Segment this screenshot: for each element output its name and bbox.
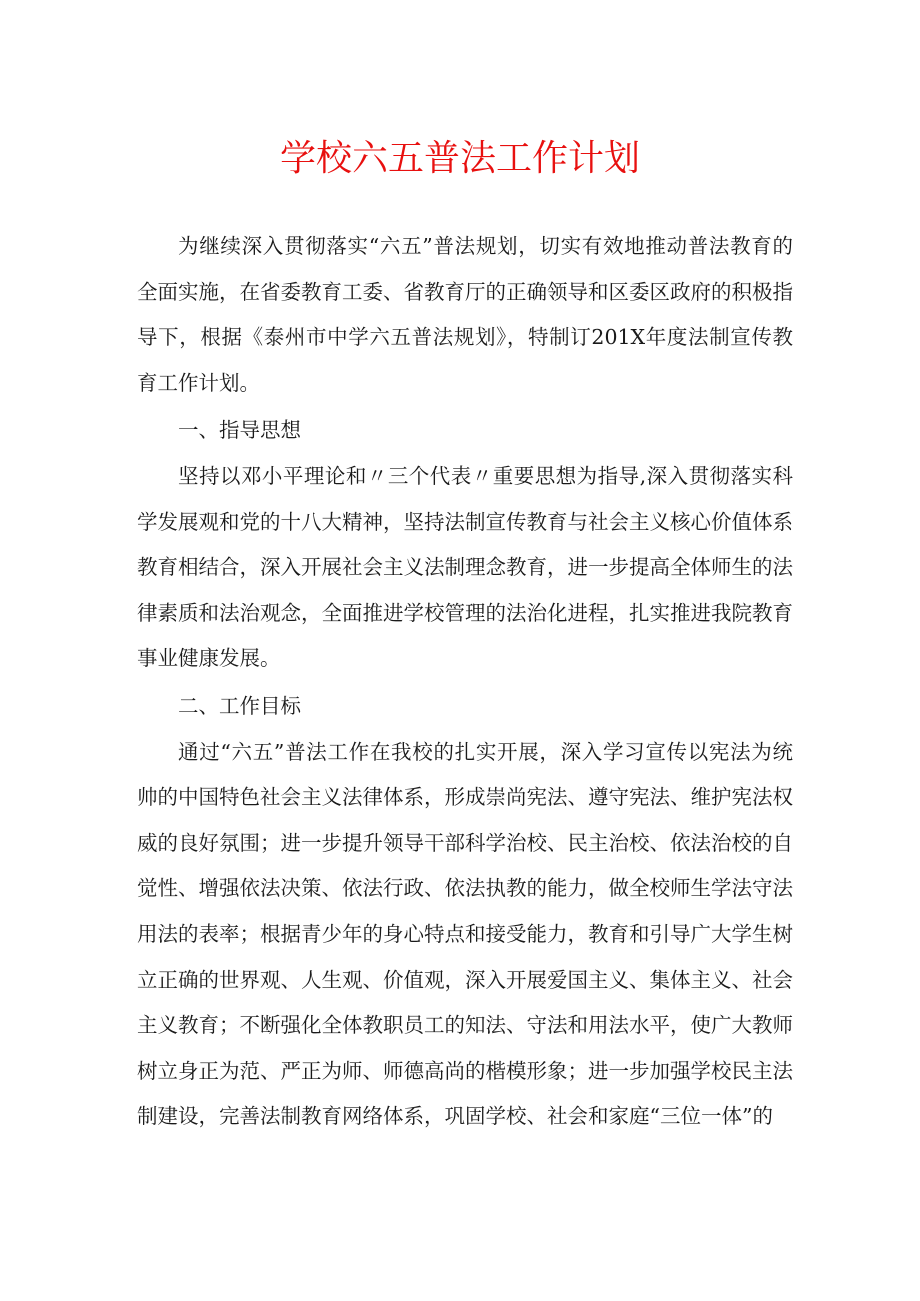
guiding-ideology-paragraph: 坚持以邓小平理论和〃三个代表〃重要思想为指导,深入贯彻落实科学发展观和党的十八大精神，坚持法制宣传教育与社会主义核心价值体系教育相结合，深入开展社会主义法制理念教育，进一步提高全体师生的法律素质和法治观念，全面推进学校管理的法治化进程，扎实推进我院教育事业健康发展。: [137, 463, 793, 671]
section-heading-work-goals: 二、工作目标: [178, 693, 301, 718]
work-goals-paragraph: 通过“六五”普法工作在我校的扎实开展，深入学习宣传以宪法为统帅的中国特色社会主义法律体系，形成崇尚宪法、遵守宪法、维护宪法权威的良好氛围；进一步提升领导干部科学治校、民主治校、依法治校的自觉性、增强依法决策、依法行政、依法执教的能力，做全校师生学法守法用法的表率；根据青少年的身心特点和接受能力，教育和引导广大学生树立正确的世界观、人生观、价值观，深入开展爱国主义、集体主义、社会主义教育；不断强化全体教职员工的知法、守法和用法水平，使广大教师树立身正为范、严正为师、师德高尚的楷模形象；进一步加强学校民主法制建设，完善法制教育网络体系，巩固学校、社会和家庭“三位一体”的: [137, 739, 793, 1129]
intro-paragraph: 为继续深入贯彻落实“六五”普法规划，切实有效地推动普法教育的全面实施，在省委教育工委、省教育厅的正确领导和区委区政府的积极指导下，根据《泰州市中学六五普法规划》，特制订201X年度法制宣传教育工作计划。: [137, 234, 793, 395]
document-title: 学校六五普法工作计划: [279, 138, 640, 179]
section-heading-guiding-ideology: 一、指导思想: [178, 418, 301, 443]
document-body: [137, 224, 793, 1140]
